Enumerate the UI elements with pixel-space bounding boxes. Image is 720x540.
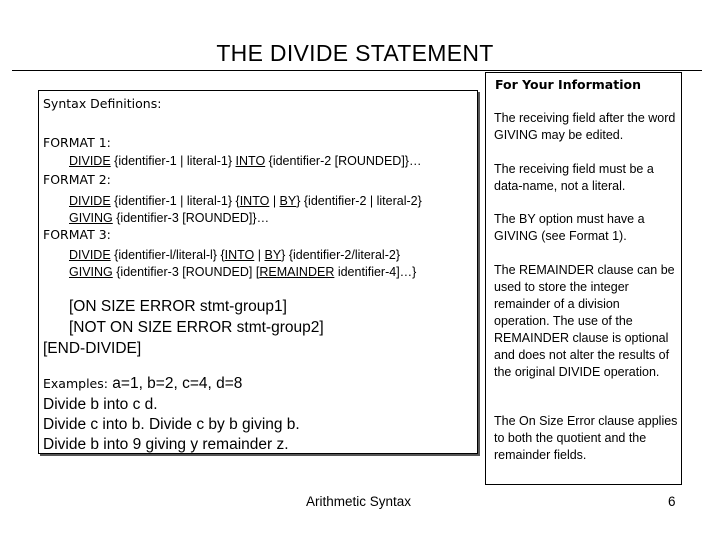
format1-line1 xyxy=(69,154,421,168)
clause-end-divide: [END-DIVIDE] xyxy=(43,340,142,357)
keyword-divide: DIVIDE xyxy=(69,194,111,208)
format3-text-rest: } {identifier-2/literal-2} xyxy=(281,248,400,262)
keyword-into: INTO xyxy=(235,154,266,168)
examples-vars: a=1, b=2, c=4, d=8 xyxy=(107,375,243,392)
fyi-heading: For Your Information xyxy=(495,77,641,92)
format2-text: {identifier-1 | literal-1} { xyxy=(110,194,240,208)
example-3: Divide b into 9 giving y remainder z. xyxy=(43,436,289,453)
keyword-giving: GIVING xyxy=(69,211,113,225)
fyi-item: The receiving field must be a data-name, not a literal. xyxy=(494,162,654,193)
clause-on-size-error: [ON SIZE ERROR stmt-group1] xyxy=(69,298,287,315)
fyi-item: The BY option must have a GIVING (see Format 1). xyxy=(494,212,645,243)
syntax-box xyxy=(38,90,478,454)
format3-text: {identifier-l/literal-l} { xyxy=(110,248,225,262)
format3-label: FORMAT 3: xyxy=(43,227,111,242)
examples-label: Examples: xyxy=(43,376,108,391)
format3-line2 xyxy=(69,265,416,279)
keyword-giving: GIVING xyxy=(69,265,113,279)
slide-title: THE DIVIDE STATEMENT xyxy=(216,40,494,66)
examples-line xyxy=(43,375,242,393)
format3-line2-rest: identifier-4]…} xyxy=(334,265,417,279)
keyword-by: BY xyxy=(264,248,282,262)
keyword-divide: DIVIDE xyxy=(69,248,111,262)
format3-line1 xyxy=(69,248,400,262)
format1-label: FORMAT 1: xyxy=(43,135,111,150)
format3-sep: | xyxy=(254,248,265,262)
keyword-remainder: REMAINDER xyxy=(259,265,335,279)
page-number: 6 xyxy=(668,494,676,509)
format2-label: FORMAT 2: xyxy=(43,172,111,187)
keyword-into: INTO xyxy=(239,194,270,208)
fyi-item: The REMAINDER clause can be used to store the integer remainder of a division operation. The use of the REMAINDER clause is optional and does not alter the results of the original DIVIDE operation. xyxy=(494,263,675,379)
example-2: Divide c into b. Divide c by b giving b. xyxy=(43,416,300,433)
format1-text-rest: {identifier-2 [ROUNDED]}… xyxy=(265,154,422,168)
title-divider xyxy=(12,70,702,71)
format1-text: {identifier-1 | literal-1} xyxy=(110,154,236,168)
example-1: Divide b into c d. xyxy=(43,396,158,413)
format2-sep: | xyxy=(269,194,280,208)
format2-text-rest: } {identifier-2 | literal-2} xyxy=(296,194,422,208)
syntax-heading: Syntax Definitions: xyxy=(43,96,162,111)
slide-footer: Arithmetic Syntax xyxy=(306,494,412,509)
format2-line2 xyxy=(69,211,269,225)
fyi-item: The receiving field after the word GIVING may be edited. xyxy=(494,111,676,142)
clause-not-on-size-error: [NOT ON SIZE ERROR stmt-group2] xyxy=(69,319,324,336)
fyi-item: The On Size Error clause applies to both the quotient and the remainder fields. xyxy=(494,414,678,462)
keyword-divide: DIVIDE xyxy=(69,154,111,168)
format3-line2-mid: {identifier-3 [ROUNDED] [ xyxy=(112,265,260,279)
format2-line2-rest: {identifier-3 [ROUNDED]}… xyxy=(112,211,270,225)
keyword-into: INTO xyxy=(224,248,255,262)
fyi-box xyxy=(485,72,682,485)
keyword-by: BY xyxy=(279,194,297,208)
format2-line1 xyxy=(69,194,422,208)
